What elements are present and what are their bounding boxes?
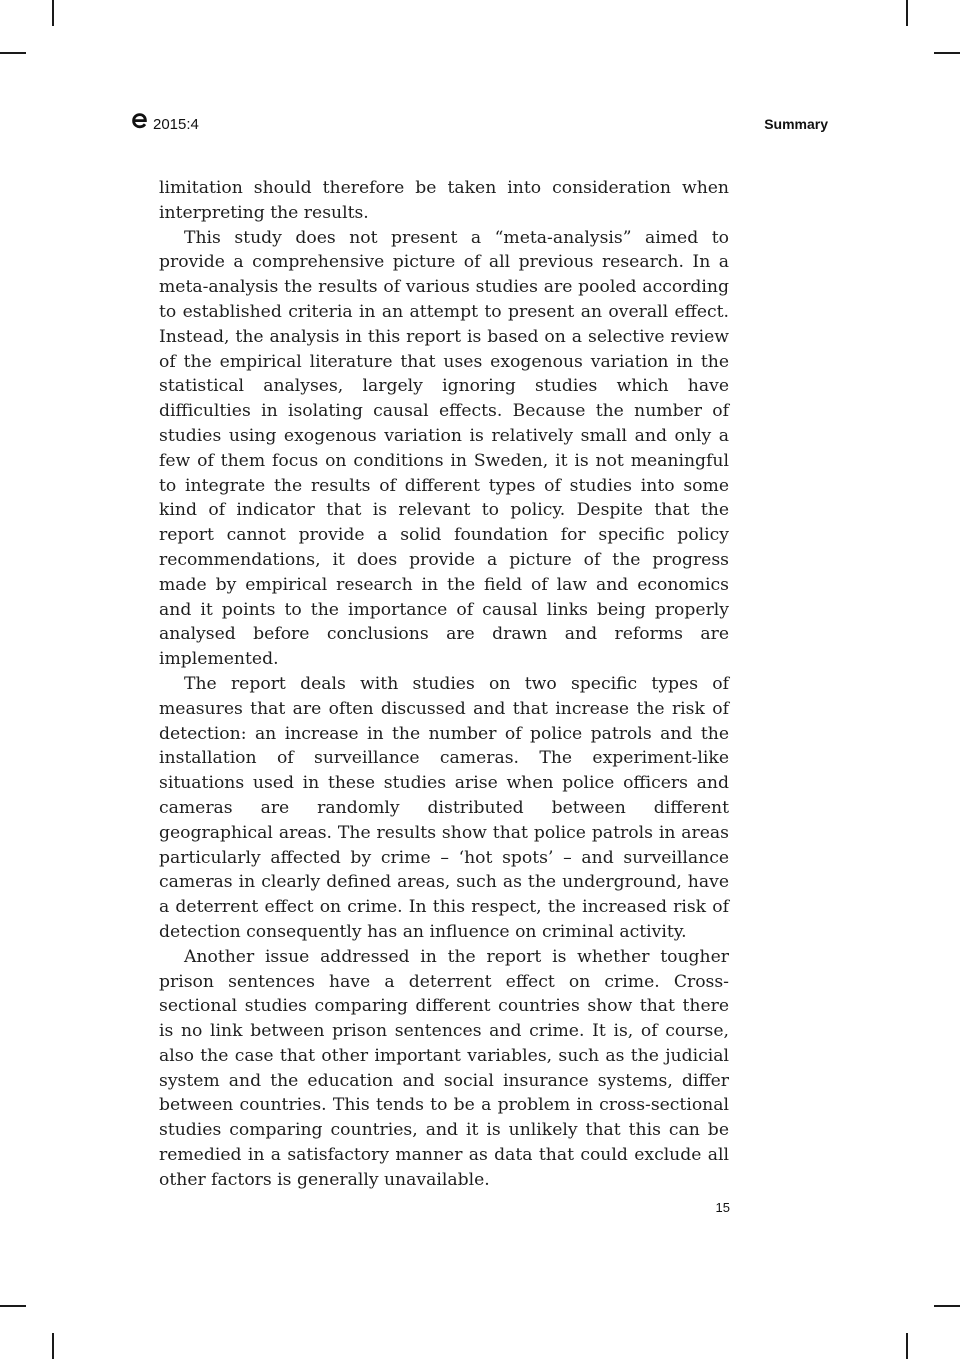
crop-mark-top-left-horizontal <box>0 52 26 54</box>
publisher-logo-icon <box>131 112 148 129</box>
paragraph-2: This study does not present a “meta-analysis” aimed to provide a comprehensive picture of all previous research. In a meta-analysis the results of various studies are pooled according to established criteria in an attempt to present an overall effect. Instead, the analysis in this report is based on a selective review of the empirical literature that uses exogenous variation in the statistical analyses, largely ignoring studies which have difficulties in isolating causal effects. Because the number of studies using exogenous variation is relatively small and only a few of them focus on conditions in Sweden, it is not meaningful to integrate the results of different types of studies into some kind of indicator that is relevant to policy. Despite that the report cannot provide a solid foundation for specific policy recommendations, it does provide a picture of the progress made by empirical research in the field of law and economics and it points to the importance of causal links being properly analysed before conclusions are drawn and reforms are implemented. <box>159 227 729 670</box>
crop-mark-bottom-right-horizontal <box>934 1305 960 1307</box>
page-number: 15 <box>715 1200 730 1215</box>
issue-number: 2015:4 <box>153 116 199 133</box>
paragraph-1: limitation should therefore be taken into consideration when interpreting the results. <box>159 178 729 223</box>
crop-mark-bottom-left-vertical <box>52 1333 54 1359</box>
crop-mark-bottom-left-horizontal <box>0 1305 26 1307</box>
crop-mark-top-right-vertical <box>906 0 908 26</box>
section-title: Summary <box>764 116 828 132</box>
crop-mark-top-left-vertical <box>52 0 54 26</box>
crop-mark-top-right-horizontal <box>934 52 960 54</box>
crop-mark-bottom-right-vertical <box>906 1333 908 1359</box>
body-text <box>159 176 729 1193</box>
running-header <box>131 112 828 136</box>
paragraph-3: The report deals with studies on two specific types of measures that are often discussed and that increase the risk of detection: an increase in the number of police patrols and the installation of surveillance cameras. The experiment-like situations used in these studies arise when police officers and cameras are randomly distributed between different geographical areas. The results show that police patrols in areas particularly affected by crime – ‘hot spots’ – and surveillance cameras in clearly defined areas, such as the underground, have a deterrent effect on crime. In this respect, the increased risk of detection consequently has an influence on criminal activity. <box>159 673 729 942</box>
paragraph-4: Another issue addressed in the report is whether tougher prison sentences have a deterrent effect on crime. Cross-sectional studies comparing different countries show that there is no link between prison sentences and crime. It is, of course, also the case that other important variables, such as the judicial system and the education and social insurance systems, differ between countries. This tends to be a problem in cross-sectional studies comparing countries, and it is unlikely that this can be remedied in a satisfactory manner as data that could exclude all other factors is generally unavailable. <box>159 946 729 1190</box>
